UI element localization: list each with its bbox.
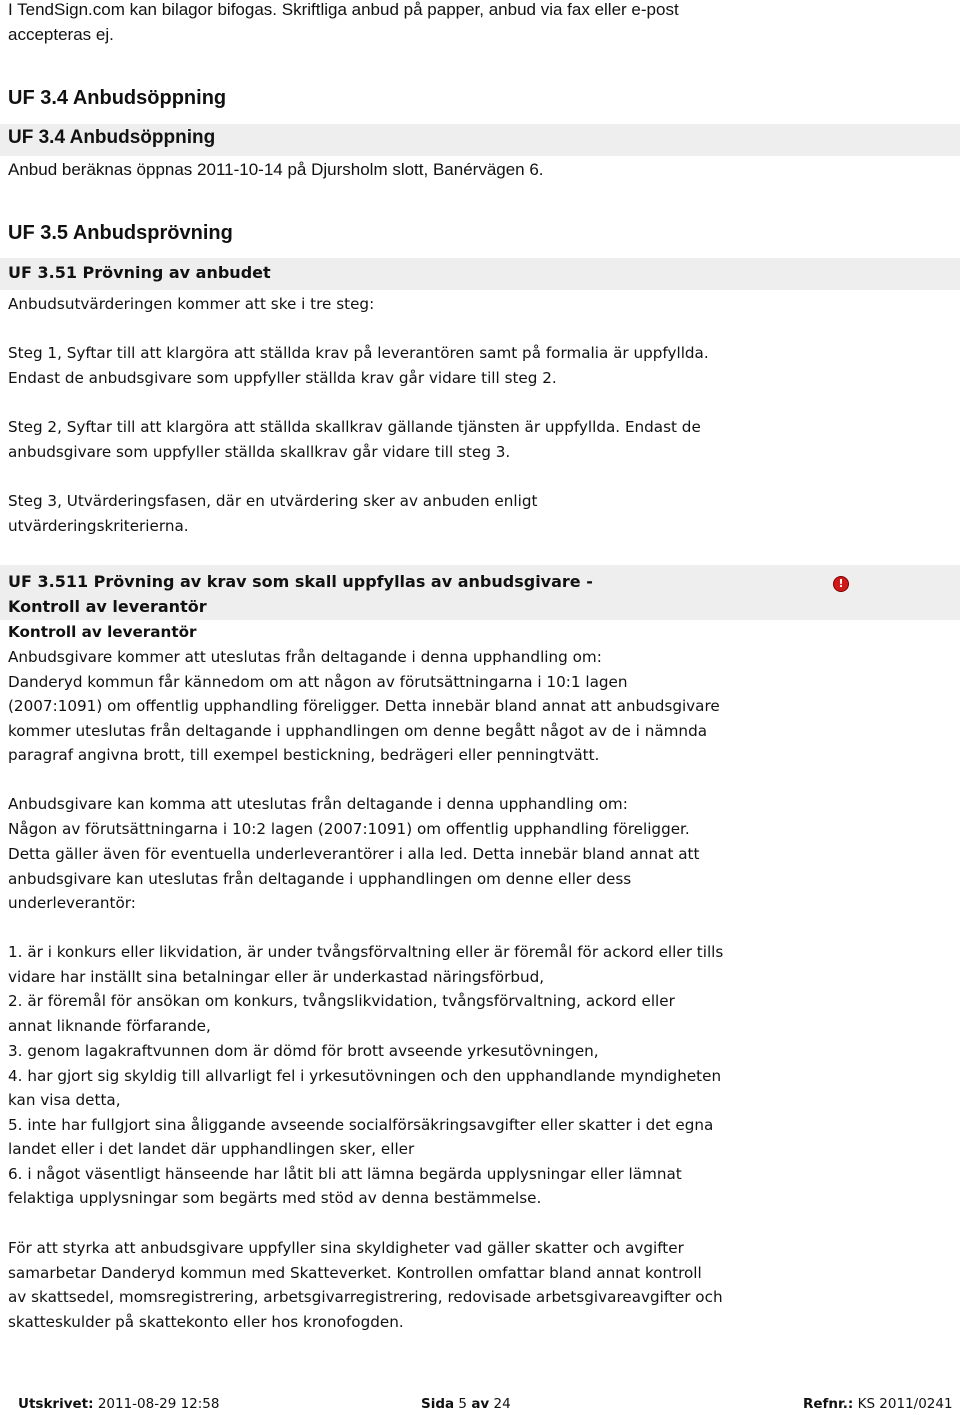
footer-printed-value: 2011-08-29 12:58 [97, 1396, 220, 1412]
section-heading-3-4: UF 3.4 Anbudsöppning [8, 87, 227, 109]
para2-line-2: Någon av förutsättningarna i 10:2 lagen (2007:1091) om offentlig upphandling föreligger. [8, 820, 690, 838]
para1-line-5: paragraf angivna brott, till exempel bestickning, bedrägeri eller penningtvätt. [8, 746, 600, 764]
list-line-9: landet eller i det landet där upphandlingen sker, eller [8, 1140, 415, 1158]
subsection-heading-3-511-line-1: UF 3.511 Prövning av krav som skall uppfyllas av anbudsgivare - [8, 572, 593, 591]
footer-reference [803, 1396, 953, 1412]
list-line-6: 4. har gjort sig skyldig till allvarligt fel i yrkesutövningen och den upphandlande myndigheten [8, 1067, 722, 1085]
warning-icon: ! [833, 576, 849, 592]
step2-line-1: Steg 2, Syftar till att klargöra att ställda skallkrav gällande tjänsten är uppfyllda. Endast de [8, 418, 701, 436]
para1-line-4: kommer uteslutas från deltagande i upphandlingen om denne begått något av de i nämnda [8, 722, 708, 740]
subsection-heading-3-511-line-2: Kontroll av leverantör [8, 597, 207, 616]
para2-line-3: Detta gäller även för eventuella underleverantörer i alla led. Detta innebär bland annat att [8, 845, 700, 863]
step3-line-1: Steg 3, Utvärderingsfasen, där en utvärdering sker av anbuden enligt [8, 492, 538, 510]
footer-printed [18, 1396, 219, 1412]
para2-line-4: anbudsgivare kan uteslutas från deltagande i upphandlingen om denne eller dess [8, 870, 632, 888]
evaluation-intro: Anbudsutvärderingen kommer att ske i tre steg: [8, 295, 375, 313]
section-heading-3-5: UF 3.5 Anbudsprövning [8, 222, 233, 244]
para1-line-3: (2007:1091) om offentlig upphandling föreligger. Detta innebär bland annat att anbudsgivare [8, 697, 720, 715]
footer-page-label: Sida [421, 1396, 455, 1412]
list-line-5: 3. genom lagakraftvunnen dom är dömd för brott avseende yrkesutövningen, [8, 1042, 599, 1060]
footer-page-current: 5 [458, 1396, 468, 1412]
para2-line-1: Anbudsgivare kan komma att uteslutas från deltagande i denna upphandling om: [8, 795, 628, 813]
footer-printed-label: Utskrivet: [18, 1396, 94, 1412]
opening-info: Anbud beräknas öppnas 2011-10-14 på Djursholm slott, Banérvägen 6. [8, 160, 544, 179]
footer-ref-label: Refnr.: [803, 1396, 854, 1412]
step1-line-2: Endast de anbudsgivare som uppfyller ställda krav går vidare till steg 2. [8, 369, 557, 387]
footer-page-total: 24 [493, 1396, 511, 1412]
intro-line-2: accepteras ej. [8, 25, 114, 44]
list-line-8: 5. inte har fullgjort sina åliggande avseende socialförsäkringsavgifter eller skatter i det egna [8, 1116, 714, 1134]
step2-line-2: anbudsgivare som uppfyller ställda skallkrav går vidare till steg 3. [8, 443, 511, 461]
step1-line-1: Steg 1, Syftar till att klargöra att ställda krav på leverantören samt på formalia är uppfyllda. [8, 344, 709, 362]
subsection-heading-3-51: UF 3.51 Prövning av anbudet [8, 263, 271, 282]
step3-line-2: utvärderingskriterierna. [8, 517, 189, 535]
list-line-2: vidare har inställt sina betalningar eller är underkastad näringsförbud, [8, 968, 545, 986]
list-line-3: 2. är föremål för ansökan om konkurs, tvångslikvidation, tvångsförvaltning, ackord eller [8, 992, 675, 1010]
footer-page-of: av [471, 1396, 490, 1412]
subsection-heading-3-4: UF 3.4 Anbudsöppning [8, 127, 216, 148]
list-line-1: 1. är i konkurs eller likvidation, är under tvångsförvaltning eller är föremål för ackord eller tills [8, 943, 724, 961]
intro-line-1: I TendSign.com kan bilagor bifogas. Skriftliga anbud på papper, anbud via fax eller e-post [8, 0, 679, 19]
footer-page [421, 1396, 511, 1412]
footer-ref-value: KS 2011/0241 [857, 1396, 953, 1412]
para2-line-5: underleverantör: [8, 894, 136, 912]
list-line-7: kan visa detta, [8, 1091, 121, 1109]
para3-line-3: av skattsedel, momsregistrering, arbetsgivarregistrering, redovisade arbetsgivareavgifter och [8, 1288, 723, 1306]
para1-line-2: Danderyd kommun får kännedom om att någon av förutsättningarna i 10:1 lagen [8, 673, 628, 691]
list-line-4: annat liknande förfarande, [8, 1017, 211, 1035]
para3-line-1: För att styrka att anbudsgivare uppfyller sina skyldigheter vad gäller skatter och avgifter [8, 1239, 684, 1257]
control-title: Kontroll av leverantör [8, 623, 197, 641]
list-line-11: felaktiga upplysningar som begärts med stöd av denna bestämmelse. [8, 1189, 542, 1207]
list-line-10: 6. i något väsentligt hänseende har låtit bli att lämna begärda upplysningar eller lämnat [8, 1165, 682, 1183]
para3-line-4: skatteskulder på skattekonto eller hos kronofogden. [8, 1313, 404, 1331]
para3-line-2: samarbetar Danderyd kommun med Skatteverket. Kontrollen omfattar bland annat kontroll [8, 1264, 702, 1282]
para1-line-1: Anbudsgivare kommer att uteslutas från deltagande i denna upphandling om: [8, 648, 602, 666]
